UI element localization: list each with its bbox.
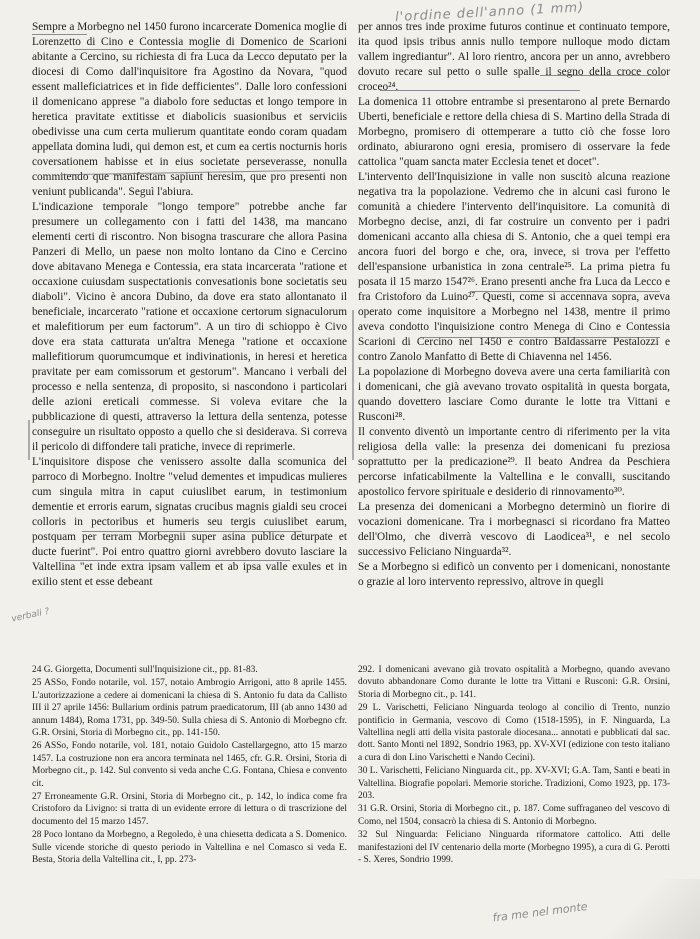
footnotes-left	[32, 664, 347, 868]
footnote: 25 ASSo, Fondo notarile, vol. 157, notaio Ambrogio Arrigoni, atto 8 aprile 1455. L'autorizzazione a cedere ai domenicani la chiesa di S. Antonio fu data da Callisto III il 27 aprile 1456: Bullarium ordinis patrum praedicatorum, III (ab anno 1430 ad annum 1484), Roma 1731, pp. 349-50. Sulla chiesa di S. Antonio di Morbegno cfr. G.R. Orsini, Storia di Morbegno cit., pp. 141-150.	[32, 678, 347, 739]
footnote: 26 ASSo, Fondo notarile, vol. 181, notaio Guidolo Castellargegno, atto 15 marzo 1457. La costruzione non era ancora terminata nel 1465, cfr. G.R. Orsini, Storia di Morbegno cit., p. 142. Sul convento si veda anche C.G. Fontana, Chiesa e convento cit.	[32, 741, 347, 789]
pen-underline	[420, 337, 660, 338]
body-column-left	[32, 20, 347, 590]
pen-underline	[60, 560, 290, 561]
paragraph: La popolazione di Morbegno doveva avere una certa familiarità con i domenicani, che già avevano trovato ospitalità in questa borgata, quando dovettero lasciare Como durante le lotte tra Vittani e Rusconi²⁸.	[358, 366, 670, 423]
footnote: 30 L. Varischetti, Feliciano Ninguarda cit., pp. XV-XVI; G.A. Tam, Santi e beati in Valtellina. Biografie popolari. Memorie storiche. Tradizioni, Como 1923, pp. 173-203.	[358, 766, 670, 802]
footnote: 292. I domenicani avevano già trovato ospitalità a Morbegno, quando avevano dovuto abbandonare Como durante le lotte tra Vittani e Rusconi: G.R. Orsini, Storia di Morbegno cit., p. 141.	[358, 665, 670, 700]
paragraph: per annos tres inde proxime futuros continue et continuato tempore, ita quod ipsis tribus annis nullo tempore nulloque modo dictam vallem ingrediantur". Al loro rientro, ancora per un anno, avrebbero dovuto recare sul petto o sulle spalle il segno della croce color croceo²⁴.	[358, 21, 670, 93]
footnote: 29 L. Varischetti, Feliciano Ninguarda teologo al concilio di Trento, nunzio pontificio in Germania, vescovo di Como (1518-1595), in F. Ninguarda, La Valtellina negli atti della visita pastorale diocesana... annotati e pubblicati dal sac. dott. Santo Monti nel 1892, Sondrio 1963, pp. XV-XVI (edizione con testo italiano a cura di don Lino Varischetti e Nando Cecini).	[358, 703, 670, 763]
paragraph: Il convento diventò un importante centro di riferimento per la vita religiosa della valle: la presenza dei domenicani fu preziosa soprattutto per la predicazione²⁹. Il beato Andrea da Peschiera percorse infaticabilmente la Valtellina e le convalli, suscitando apostolico fervore spirituale e desiderio di rinnovamento³⁰.	[358, 426, 670, 498]
footnote: 24 G. Giorgetta, Documenti sull'Inquisizione cit., pp. 81-83.	[32, 665, 258, 675]
paragraph: L'indicazione temporale "longo tempore" potrebbe anche far presumere un collegamento con i fatti del 1438, ma mancano elementi certi di riscontro. Non bisogna trascurare che allora Pasina Panzeri di Mello, un paese non molto lontano da Cino e Cercino dove abitavano Menega e Contessia, era stata incarcerata "ratione et occaxione cuiusdam suspectationis convesationis bone societatis seu diaboli". Vicino è ancora Dubino, da dove era stato allontanato il beneficiale, incarcerato "ratione et occaxione certorum signaculorum et malefitiorum per eum factorum". A un tiro di schioppo è Civo dove era stata catturata un'altra Menega "ratione et occaxione mallefitiorum quorumcumque et indivinationis, in heresi et heretica pravitate per eam comissorum et gestorum". Mancano i verbali del processo e nella sentenza, di proposito, si nascondono i particolari delle azioni ereticali commesse. Si voleva evitare che la pubblicazione di questi, attraverso la lettura della sentenza, potesse conseguire un risultato opposto a quello che si desiderava. Si correva il pericolo di diffondere tali pratiche, invece di reprimerle.	[32, 201, 347, 453]
handwritten-note-top: l'ordine dell'anno (1 mm)	[394, 0, 585, 26]
pen-strike	[540, 75, 665, 76]
handwritten-note-left: verbali ?	[10, 606, 51, 625]
pen-underline	[82, 531, 302, 532]
footnote: 28 Poco lontano da Morbegno, a Regoledo, è una chiesetta dedicata a S. Domenico. Sulle vicende storiche di questo periodo in Valtellina e nel Comasco si veda E. Besta, Storia della Valtellina cit., I, pp. 273-	[32, 830, 347, 866]
pen-underline	[32, 34, 87, 35]
body-column-right	[358, 20, 670, 590]
footnotes-right	[358, 664, 670, 868]
pen-underline	[74, 49, 314, 50]
pen-underline	[470, 291, 660, 292]
margin-mark	[28, 420, 30, 460]
scan-shadow	[590, 879, 700, 939]
footnote: 32 Sul Ninguarda: Feliciano Ninguarda riformatore cattolico. Atti delle manifestazioni del IV centenario della morte (Morbegno 1995), a cura di G. Perotti - S. Xeres, Sondrio 1999.	[358, 830, 670, 866]
footnote: 31 G.R. Orsini, Storia di Morbegno cit., p. 187. Come suffraganeo del vescovo di Como, nel 1504, consacrò la chiesa di S. Antonio di Morbegno.	[358, 804, 670, 827]
paragraph: L'inquisitore dispose che venissero assolte dalla scomunica del parroco di Morbegno. Inoltre "velud dementes et impudicas mulieres cum singula mitra in caput cuiuslibet earum, in testimonium dementie et erroris earum, signatas crucibus magnis gialdi seu crocei colloris in pectoribus et humeris seu tergis cuiuslibet earum, postquam per terram Morbegnii super asina publice deturpate et ducte fuerint". Poi entro quattro giorni avrebbero dovuto lasciare la Valtellina "et inde extra ipsam vallem et ab ipsa valle exules et in exilio stent et esse debeant	[32, 456, 347, 588]
paragraph: La domenica 11 ottobre entrambe si presentarono al prete Bernardo Uberti, beneficiale e rettore della chiesa di S. Martino della Strada di Morbegno, promisero di ottemperare a tutto ciò che fosse loro ordinato, abiurarono ogni eresia, promisero di osservare la fede cattolica "quam sancta mater Ecclesia tenet et docet".	[358, 96, 670, 168]
paragraph: La presenza dei domenicani a Morbegno determinò un fiorire di vocazioni domenicane. Tra i morbegnasci si ricordano fra Matteo dell'Olmo, che diverrà vescovo di Laodicea³¹, e nel secolo successivo Feliciano Ninguarda³².	[358, 501, 670, 558]
handwritten-note-bottom: fra me nel monte	[491, 899, 589, 925]
paragraph: Se a Morbegno si edificò un convento per i domenicani, nonostante o grazie al loro intervento repressivo, altrove in quegli	[358, 561, 670, 588]
pen-strike	[380, 90, 580, 91]
footnote: 27 Erroneamente G.R. Orsini, Storia di Morbegno cit., p. 142, lo indica come fra Cristoforo da Livigno: si tratta di un evidente errore di lettura o di trascrizione del documento del 15 marzo 1457.	[32, 792, 347, 827]
margin-mark	[352, 310, 354, 460]
paragraph: Sempre a Morbegno nel 1450 furono incarcerate Domenica moglie di Lorenzetto di Cino e Contessia moglie di Domenico de Scarioni abitante a Cercino, su richiesta di fra Luca da Lecco deputato per la diocesi di Como dall'inquisitore fra Agostino da Novara, "quod essent malleficiatrices et in fide defficientes". Dalle loro confessioni il domenicano apprese "a diabolo fore seductas et longo tempore in heretica pravitate extitisse et diabolicis suasionibus et serviciis obedivisse una cum certa mulierum quantitate eondo coram quadam appellata domina ludi, qui demon est, et cum ea certis nocturnis horis coversationem habisse et in eius societate perseverasse, nonulla commitendo que manifestam sapiunt heresim, que pro presenti non veniunt publicanda". Seguì l'abiura.	[32, 21, 347, 198]
paragraph: L'intervento dell'Inquisizione in valle non suscitò alcuna reazione negativa tra la popolazione. Vedremo che in alcuni casi furono le comunità a chiedere l'intervento dell'inquisitore. La comunità di Morbegno decise, anzi, di far costruire un convento per i padri domenicani accanto alla chiesa di S. Antonio, che a quei tempi era ancora fuori del borgo e che, ora, invece, si trova per l'effetto dell'espansione urbanistica in zona centrale²⁵. La prima pietra fu posata il 15 marzo 1547²⁶. Erano presenti anche fra Luca da Lecco e fra Cristoforo da Luino²⁷. Questi, come si accennava sopra, aveva operato come inquisitore a Morbegno nel 1438, mentre il primo aveva condotto l'inquisizione contro Menega di Cino e Contessia Scarioni di Cercino nel 1450 e contro Baldassarre Pestalozzi e contro Zanolo Manfatto di Bette di Chiavenna nel 1456.	[358, 171, 670, 363]
